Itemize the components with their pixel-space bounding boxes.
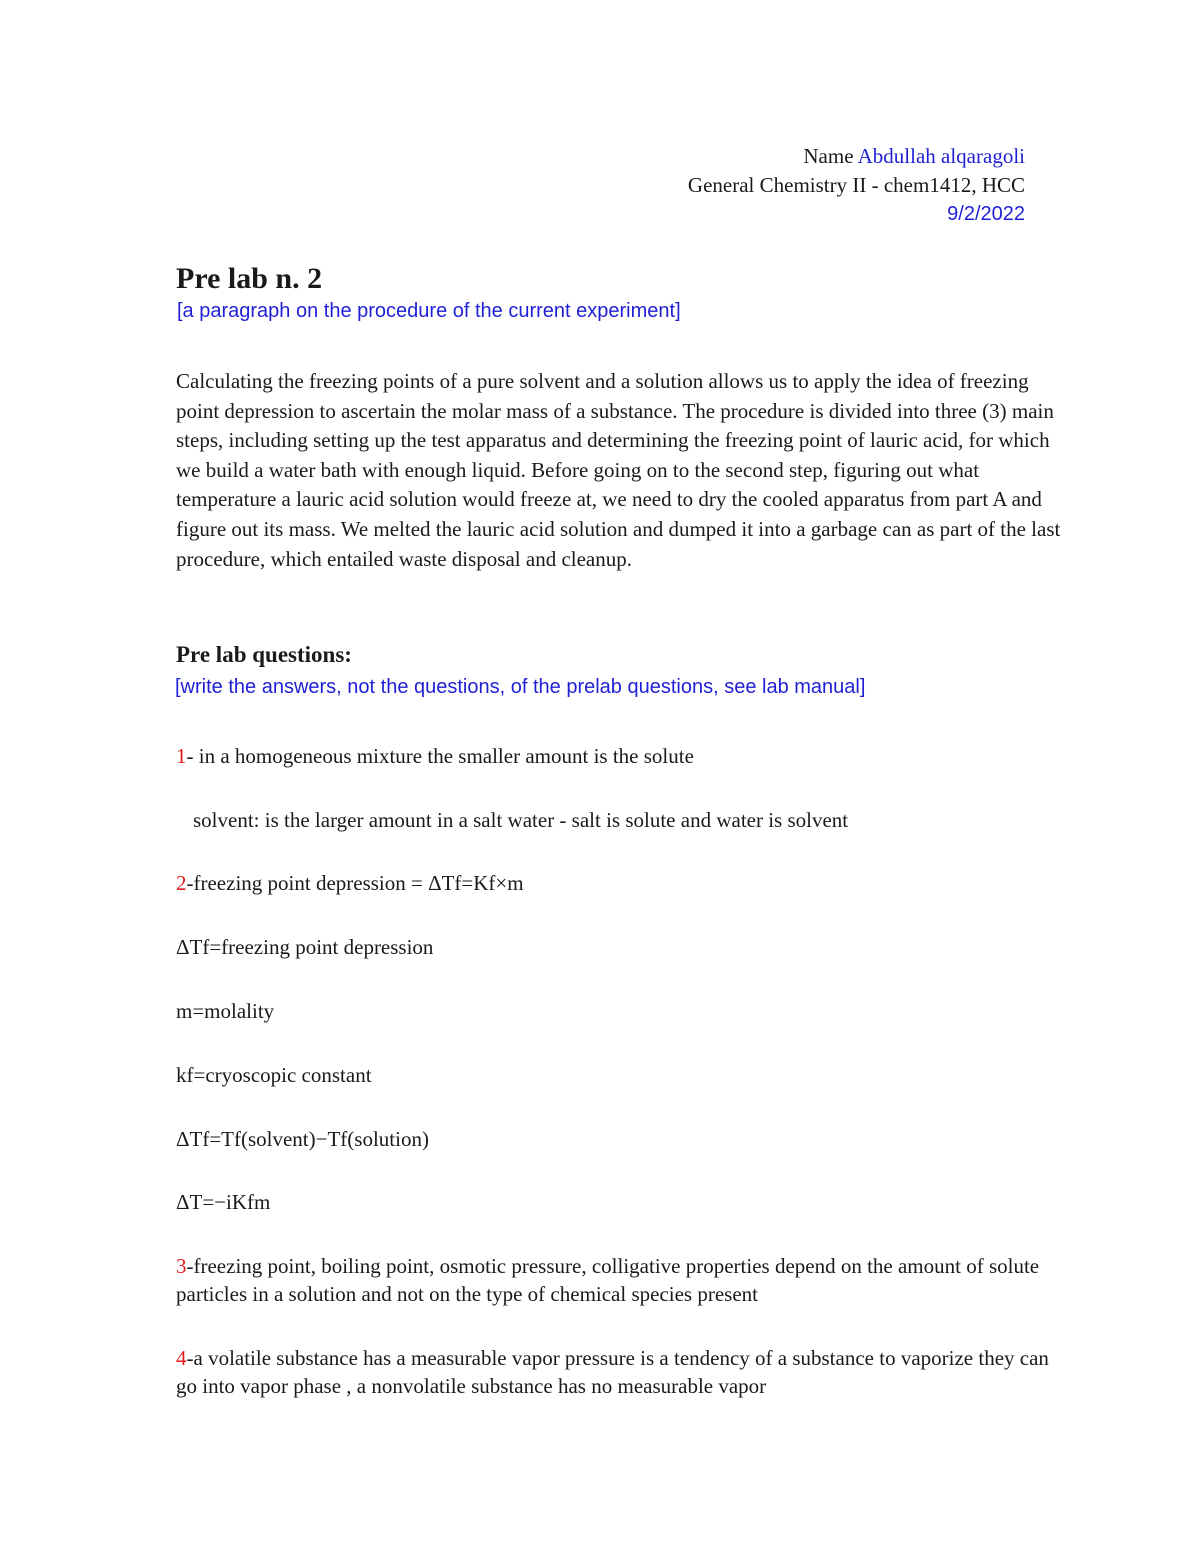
course-line: General Chemistry II - chem1412, HCC <box>687 173 1025 197</box>
procedure-paragraph: Calculating the freezing points of a pure solvent and a solution allows us to apply the idea of freezing point depression to ascertain the molar mass of a substance. The procedure is divided into three (3) main steps, including setting up the test apparatus and determining the freezing point of lauric acid, for which we build a water bath with enough liquid. Before going on to the second step, figuring out what temperature a lauric acid solution would freeze at, we need to dry the cooled apparatus from part A and figure out its mass. We melted the lauric acid solution and dumped it into a garbage can as part of the last procedure, which entailed waste disposal and cleanup. <box>176 369 1061 571</box>
answer-2-equation-tf: ΔTf=Tf(solvent)−Tf(solution) <box>176 1127 429 1151</box>
answer-4-number: 4 <box>176 1346 187 1370</box>
answer-2-text: -freezing point depression = ΔTf=Kf×m <box>186 871 524 895</box>
header-block <box>688 142 1025 229</box>
answer-1-solvent: solvent: is the larger amount in a salt water - salt is solute and water is solvent <box>193 808 849 832</box>
answer-2-definition-dtf: ΔTf=freezing point depression <box>176 935 434 959</box>
procedure-instruction-note: [a paragraph on the procedure of the current experiment] <box>177 300 681 322</box>
student-name: Abdullah alqaragoli <box>857 144 1025 168</box>
answer-2-definition-m: m=molality <box>176 999 275 1023</box>
answer-2 <box>176 869 1066 897</box>
answer-3-number: 3 <box>176 1254 187 1278</box>
answer-3-text: -freezing point, boiling point, osmotic pressure, colligative properties depend on the amount of solute particles in a solution and not on the type of chemical species present <box>176 1254 1040 1306</box>
name-label: Name <box>803 144 858 168</box>
date-line: 9/2/2022 <box>947 203 1025 225</box>
answer-1-text: - in a homogeneous mixture the smaller amount is the solute <box>186 744 694 768</box>
answer-4 <box>176 1344 1066 1400</box>
answer-2-definition-kf: kf=cryoscopic constant <box>176 1063 372 1087</box>
answer-4-text: -a volatile substance has a measurable vapor pressure is a tendency of a substance to vaporize they can go into vapor phase , a nonvolatile substance has no measurable vapor <box>176 1346 1049 1398</box>
page-title: Pre lab n. 2 <box>176 262 323 295</box>
answer-3 <box>176 1252 1066 1308</box>
questions-instruction-note: [write the answers, not the questions, of the prelab questions, see lab manual] <box>175 676 866 698</box>
answer-1 <box>176 742 1066 770</box>
name-line <box>688 142 1025 171</box>
answer-2-number: 2 <box>176 871 187 895</box>
questions-heading: Pre lab questions: <box>176 642 352 667</box>
answer-2-equation-dt: ΔT=−iKfm <box>176 1190 271 1214</box>
answer-1-number: 1 <box>176 744 187 768</box>
